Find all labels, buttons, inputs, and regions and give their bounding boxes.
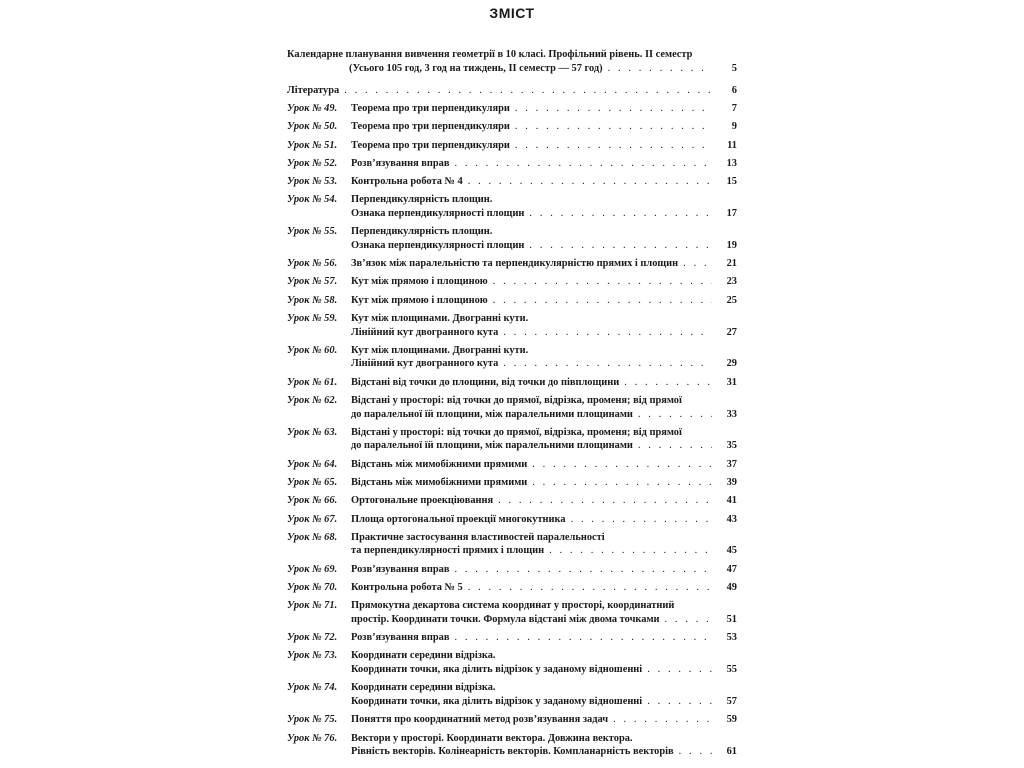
toc-entry[interactable] — [287, 531, 737, 558]
toc-entry[interactable] — [287, 312, 737, 339]
leader-dots — [571, 513, 712, 527]
page-number: 35 — [726, 440, 737, 452]
page-number: 37 — [726, 458, 737, 470]
toc-entry[interactable] — [287, 139, 737, 153]
entry-title-line: Контрольна робота № 5 — [351, 582, 463, 594]
toc-entry[interactable] — [287, 193, 737, 220]
leader-dots — [515, 139, 712, 153]
leader-dots — [638, 408, 712, 422]
entry-title-line: Відстань між мимобіжними прямими — [351, 477, 528, 489]
lesson-label: Урок № 67. — [287, 513, 338, 525]
lesson-label: Урок № 70. — [287, 582, 338, 594]
lesson-label: Урок № 53. — [287, 176, 338, 188]
page-number: 31 — [726, 376, 737, 388]
page-number: 61 — [726, 746, 737, 758]
page-number: 41 — [726, 495, 737, 507]
toc-entry[interactable] — [287, 175, 737, 189]
page-number: 15 — [726, 176, 737, 188]
lesson-label: Урок № 57. — [287, 276, 338, 288]
lesson-label: Урок № 65. — [287, 477, 338, 489]
lesson-label: Урок № 71. — [287, 600, 338, 612]
toc-entry[interactable] — [287, 294, 737, 308]
entry-title-line: Кут між площинами. Двогранні кути. — [351, 344, 529, 356]
page-number: 11 — [727, 139, 737, 151]
toc-entry[interactable] — [287, 476, 737, 490]
lesson-label: Урок № 52. — [287, 157, 338, 169]
toc-entry[interactable] — [287, 681, 737, 708]
page-number: 21 — [726, 258, 737, 270]
toc-entry[interactable] — [287, 225, 737, 252]
toc-entry[interactable] — [287, 631, 737, 645]
page-number: 51 — [726, 613, 737, 625]
leader-dots — [503, 357, 712, 371]
page-number: 57 — [726, 695, 737, 707]
entry-title-line: Розв’язування вправ — [351, 563, 450, 575]
page-number: 53 — [726, 632, 737, 644]
leader-dots — [493, 275, 712, 289]
table-of-contents — [287, 48, 737, 763]
leader-dots — [468, 175, 712, 189]
toc-entry[interactable] — [287, 157, 737, 171]
entry-title-line: Теорема про три перпендикуляри — [351, 121, 510, 133]
entry-title-line: Координати середини відрізка. — [351, 682, 496, 694]
entry-title-line: Перпендикулярність площин. — [351, 226, 493, 238]
toc-entry[interactable] — [287, 394, 737, 421]
lesson-label: Урок № 74. — [287, 682, 338, 694]
entry-title-line: Відстані від точки до площини, від точки до півплощини — [351, 376, 620, 388]
toc-entry[interactable] — [287, 257, 737, 271]
entry-title-line: Координати точки, яка ділить відрізок у заданому відношенні — [351, 664, 643, 676]
toc-entry[interactable] — [287, 84, 737, 98]
toc-entry[interactable] — [287, 494, 737, 508]
entry-title-line: Прямокутна декартова система координат у просторі, координатний — [351, 600, 675, 612]
toc-entry[interactable] — [287, 102, 737, 116]
page-number: 25 — [726, 294, 737, 306]
page-number: 27 — [726, 326, 737, 338]
page-number: 47 — [726, 563, 737, 575]
entry-title-line: Ознака перпендикулярності площин — [351, 207, 525, 219]
entry-title-line: Література — [287, 84, 340, 96]
lesson-label: Урок № 59. — [287, 312, 338, 324]
entry-title-line: Перпендикулярність площин. — [351, 194, 493, 206]
toc-entry[interactable] — [287, 581, 737, 595]
entry-title-line: Зв’язок між паралельністю та перпендикулярністю прямих і площин — [351, 258, 679, 270]
leader-dots — [549, 544, 712, 558]
page-number: 39 — [726, 477, 737, 489]
page-number: 19 — [726, 239, 737, 251]
page-number: 55 — [726, 664, 737, 676]
toc-entry[interactable] — [287, 275, 737, 289]
entry-title-line: Лінійний кут двогранного кута — [351, 358, 499, 370]
entry-title-line: Площа ортогональної проекції многокутника — [351, 513, 566, 525]
leader-dots — [455, 157, 713, 171]
page-number: 49 — [726, 582, 737, 594]
toc-entry[interactable] — [287, 344, 737, 371]
lesson-label: Урок № 50. — [287, 121, 338, 133]
toc-entry[interactable] — [287, 513, 737, 527]
entry-title-line: Координати середини відрізка. — [351, 650, 496, 662]
leader-dots — [679, 745, 712, 759]
entry-title-line: Кут між прямою і площиною — [351, 294, 488, 306]
toc-intro-line: (Усього 105 год, 3 год на тиждень, ІІ семестр — 57 год) — [349, 62, 603, 74]
lesson-label: Урок № 55. — [287, 226, 338, 238]
lesson-label: Урок № 49. — [287, 102, 338, 114]
entry-title-line: до паралельної їй площини, між паралельними площинами — [351, 440, 633, 452]
lesson-label: Урок № 61. — [287, 376, 338, 388]
leader-dots — [647, 663, 712, 677]
leader-dots — [608, 62, 712, 76]
lesson-label: Урок № 58. — [287, 294, 338, 306]
leader-dots — [515, 102, 712, 116]
leader-dots — [532, 476, 712, 490]
lesson-label: Урок № 68. — [287, 531, 338, 543]
leader-dots — [493, 294, 712, 308]
entry-title-line: та перпендикулярності прямих і площин — [351, 545, 545, 557]
entry-title-line: Координати точки, яка ділить відрізок у заданому відношенні — [351, 695, 643, 707]
toc-intro-entry[interactable] — [287, 48, 737, 75]
entry-title-line: Рівність векторів. Колінеарність векторів. Компланарність векторів — [351, 746, 674, 758]
page-number: 17 — [726, 207, 737, 219]
entry-title-line: Контрольна робота № 4 — [351, 176, 463, 188]
page-number: 33 — [726, 408, 737, 420]
leader-dots — [455, 563, 713, 577]
toc-entry[interactable] — [287, 599, 737, 626]
entry-title-line: Теорема про три перпендикуляри — [351, 102, 510, 114]
entry-title-line: простір. Координати точки. Формула відстані між двома точками — [351, 613, 660, 625]
page-number: 5 — [731, 62, 737, 74]
leader-dots — [647, 695, 712, 709]
leader-dots — [624, 376, 712, 390]
leader-dots — [638, 439, 712, 453]
lesson-label: Урок № 75. — [287, 714, 338, 726]
entry-title-line: Відстань між мимобіжними прямими — [351, 458, 528, 470]
toc-entry[interactable] — [287, 732, 737, 759]
leader-dots — [503, 326, 712, 340]
entry-title-line: Відстані у просторі: від точки до прямої, відрізка, променя; від прямої — [351, 395, 682, 406]
page-number: 6 — [731, 84, 737, 96]
entry-title-line: Вектори у просторі. Координати вектора. Довжина вектора. — [351, 732, 633, 744]
entry-title-line: Теорема про три перпендикуляри — [351, 139, 510, 151]
lesson-label: Урок № 60. — [287, 344, 338, 356]
lesson-label: Урок № 63. — [287, 426, 338, 438]
page-title: ЗМІСТ — [489, 5, 535, 21]
toc-entry[interactable] — [287, 458, 737, 472]
page-number: 23 — [726, 276, 737, 288]
page-number: 43 — [726, 513, 737, 525]
entry-title-line: Кут між прямою і площиною — [351, 276, 488, 288]
toc-entry[interactable] — [287, 563, 737, 577]
entry-title-line: Практичне застосування властивостей паралельності — [351, 531, 605, 543]
leader-dots — [613, 713, 712, 727]
lesson-label: Урок № 54. — [287, 194, 338, 206]
entry-title-line: Відстані у просторі: від точки до прямої, відрізка, променя; від прямої — [351, 426, 682, 438]
lesson-label: Урок № 56. — [287, 258, 338, 270]
lesson-label: Урок № 73. — [287, 650, 338, 662]
page-number: 9 — [731, 121, 737, 133]
entry-title-line: Ортогональне проекціювання — [351, 495, 494, 507]
toc-intro-line: Календарне планування вивчення геометрії в 10 класі. Профільний рівень. ІІ семестр — [287, 49, 693, 60]
leader-dots — [529, 207, 712, 221]
page-number: 45 — [726, 545, 737, 557]
toc-entry[interactable] — [287, 376, 737, 390]
leader-dots — [665, 613, 712, 627]
entry-title-line: Розв’язування вправ — [351, 632, 450, 644]
lesson-label: Урок № 62. — [287, 395, 338, 406]
page-number: 13 — [726, 157, 737, 169]
lesson-label: Урок № 69. — [287, 563, 338, 575]
entry-title-line: Кут між площинами. Двогранні кути. — [351, 312, 529, 324]
lesson-label: Урок № 72. — [287, 632, 338, 644]
entry-title-line: до паралельної їй площини, між паралельними площинами — [351, 408, 633, 420]
leader-dots — [683, 257, 712, 271]
page-number: 29 — [726, 358, 737, 370]
toc-entry[interactable] — [287, 120, 737, 134]
toc-entries — [287, 84, 737, 759]
toc-entry[interactable] — [287, 713, 737, 727]
leader-dots — [532, 458, 712, 472]
lesson-label: Урок № 76. — [287, 732, 338, 744]
leader-dots — [529, 239, 712, 253]
entry-title-line: Лінійний кут двогранного кута — [351, 326, 499, 338]
toc-entry[interactable] — [287, 649, 737, 676]
leader-dots — [468, 581, 712, 595]
leader-dots — [515, 120, 712, 134]
toc-entry[interactable] — [287, 426, 737, 453]
lesson-label: Урок № 66. — [287, 495, 338, 507]
lesson-label: Урок № 64. — [287, 458, 338, 470]
lesson-label: Урок № 51. — [287, 139, 338, 151]
entry-title-line: Розв’язування вправ — [351, 157, 450, 169]
page-number: 59 — [726, 714, 737, 726]
leader-dots — [498, 494, 712, 508]
page-number: 7 — [731, 102, 737, 114]
leader-dots — [344, 84, 712, 98]
entry-title-line: Ознака перпендикулярності площин — [351, 239, 525, 251]
leader-dots — [455, 631, 713, 645]
entry-title-line: Поняття про координатний метод розв’язування задач — [351, 714, 609, 726]
